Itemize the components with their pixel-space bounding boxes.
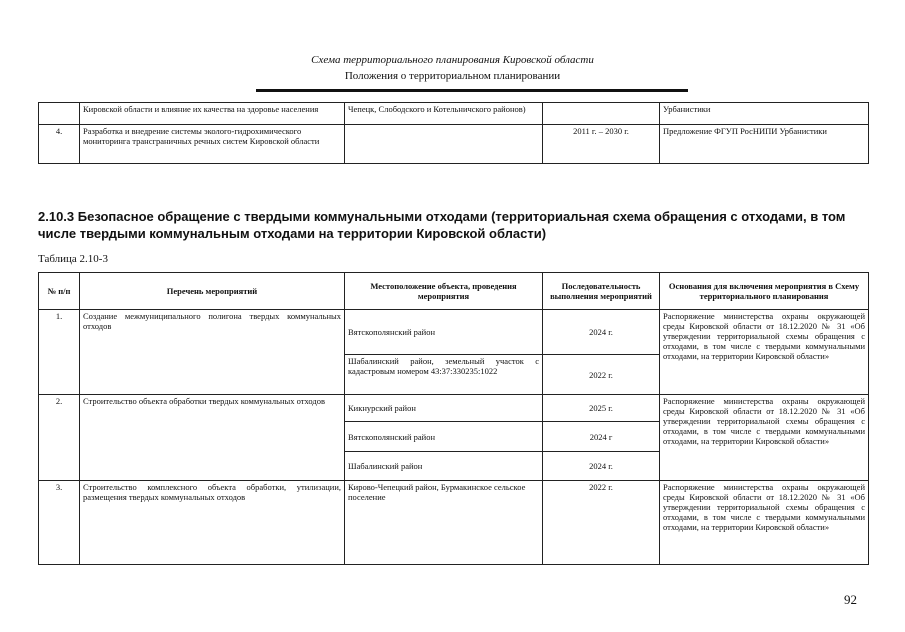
location-cell: Чепецк, Слободского и Котельничского районов) xyxy=(345,103,543,125)
row-number xyxy=(39,103,80,125)
location-cell: Шабалинский район, земельный участок с кадастровым номером 43:37:330235:1022 xyxy=(345,355,543,395)
table-header-row xyxy=(39,273,869,310)
measure-cell: Строительство комплексного объекта обработки, утилизации, размещения твердых коммунальных отходов xyxy=(80,481,345,565)
table-row xyxy=(39,395,869,422)
running-header-title: Схема территориального планирования Кировской области xyxy=(311,54,594,66)
period-cell: 2024 г xyxy=(543,422,660,452)
waste-measures-table xyxy=(38,272,869,565)
period-cell xyxy=(543,103,660,125)
period-cell: 2024 г. xyxy=(543,310,660,355)
basis-cell: Распоряжение министерства охраны окружающей среды Кировской области от 18.12.2020 № 31 «Об утверждении территориальной схемы обращения с отходами, в том числе с твердыми коммунальными отходами, на территории Кировской области» xyxy=(660,481,869,565)
header-period: Последовательность выполнения мероприятий xyxy=(543,273,660,310)
period-cell: 2022 г. xyxy=(543,481,660,565)
table-caption: Таблица 2.10-3 xyxy=(38,253,108,265)
location-cell: Шабалинский район xyxy=(345,452,543,481)
measure-cell: Строительство объекта обработки твердых коммунальных отходов xyxy=(80,395,345,481)
header-location: Местоположение объекта, проведения мероприятия xyxy=(345,273,543,310)
header-rule xyxy=(256,89,688,92)
measure-cell: Кировской области и влияние их качества на здоровье населения xyxy=(80,103,345,125)
basis-cell: Урбанистики xyxy=(660,103,869,125)
table-row xyxy=(39,481,869,565)
period-cell: 2022 г. xyxy=(543,355,660,395)
period-cell: 2025 г. xyxy=(543,395,660,422)
continued-table xyxy=(38,102,869,164)
row-number: 3. xyxy=(39,481,80,565)
header-measure: Перечень мероприятий xyxy=(80,273,345,310)
location-cell: Вятскополянский район xyxy=(345,310,543,355)
location-cell: Вятскополянский район xyxy=(345,422,543,452)
header-basis: Основания для включения мероприятия в Схему территориального планирования xyxy=(660,273,869,310)
location-cell: Кирово-Чепецкий район, Бурмакинское сельское поселение xyxy=(345,481,543,565)
period-cell: 2024 г. xyxy=(543,452,660,481)
running-header-subtitle: Положения о территориальном планировании xyxy=(344,70,561,82)
basis-cell: Распоряжение министерства охраны окружающей среды Кировской области от 18.12.2020 № 31 «Об утверждении территориальной схемы обращения с отходами, в том числе с твердыми коммунальными отходами, на территории Кировской области» xyxy=(660,395,869,481)
table-row xyxy=(39,125,869,164)
basis-cell: Распоряжение министерства охраны окружающей среды Кировской области от 18.12.2020 № 31 «Об утверждении территориальной схемы обращения с отходами, в том числе с твердыми коммунальными отходами, на территории Кировской области» xyxy=(660,310,869,395)
basis-cell: Предложение ФГУП РосНИПИ Урбанистики xyxy=(660,125,869,164)
location-cell: Кикнурский район xyxy=(345,395,543,422)
section-heading: 2.10.3 Безопасное обращение с твердыми коммунальными отходами (территориальная схема обращения с отходами, в том числе твердыми коммунальным отходами на территории Кировской области) xyxy=(38,209,846,241)
row-number: 4. xyxy=(39,125,80,164)
row-number: 1. xyxy=(39,310,80,395)
page-number: 92 xyxy=(844,592,857,607)
measure-cell: Создание межмуниципального полигона твердых коммунальных отходов xyxy=(80,310,345,395)
table-row xyxy=(39,310,869,355)
header-num: № п/п xyxy=(39,273,80,310)
location-cell xyxy=(345,125,543,164)
period-cell: 2011 г. – 2030 г. xyxy=(543,125,660,164)
table-row xyxy=(39,103,869,125)
measure-cell: Разработка и внедрение системы эколого-гидрохимического мониторинга трансграничных речных систем Кировской области xyxy=(80,125,345,164)
row-number: 2. xyxy=(39,395,80,481)
